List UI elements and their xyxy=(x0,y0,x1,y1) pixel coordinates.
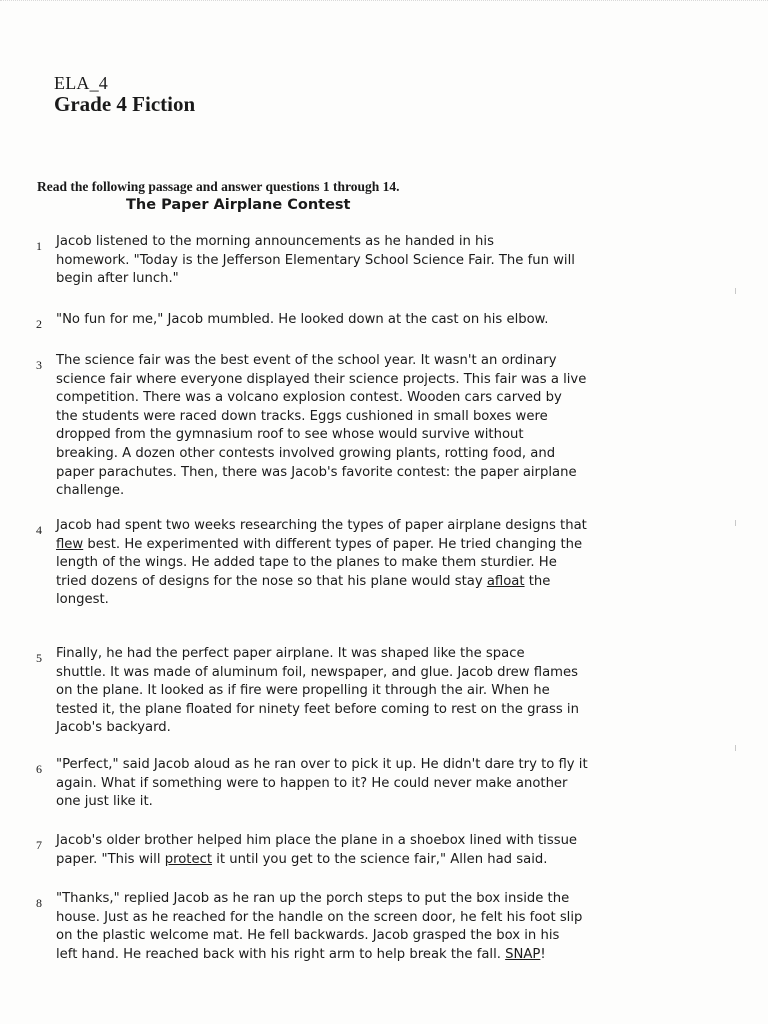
paragraph-number: 4 xyxy=(36,523,42,537)
paragraph-2 xyxy=(36,311,576,331)
paragraph-line: again. What if something were to happen to it? He could never make another xyxy=(56,775,568,791)
paragraph-line xyxy=(56,536,583,555)
scan-edge xyxy=(0,0,768,7)
paragraph-line: homework. "Today is the Jefferson Elementary School Science Fair. The fun will xyxy=(56,252,575,268)
paragraph-line: Finally, he had the perfect paper airplane. It was shaped like the space xyxy=(56,646,525,661)
paragraph-line: tested it, the plane floated for ninety feet before coming to rest on the grass in xyxy=(56,701,579,717)
paragraph-line: "Thanks," replied Jacob as he ran up the porch steps to put the box inside the xyxy=(56,891,570,906)
paragraph-4 xyxy=(36,517,587,610)
paragraph-line: Jacob's backyard. xyxy=(56,720,171,736)
scan-mark xyxy=(735,520,736,526)
paragraph-1 xyxy=(36,233,576,289)
paragraph-text: ! xyxy=(540,946,546,962)
paragraph-line xyxy=(56,573,576,592)
underlined-word: protect xyxy=(164,851,212,867)
paragraph-line: "Perfect," said Jacob aloud as he ran over to pick it up. He didn't dare try to fly it xyxy=(56,757,588,772)
paragraph-line: length of the wings. He added tape to the planes to make them sturdier. He xyxy=(56,555,557,571)
paragraph-line: competition. There was a volcano explosion contest. Wooden cars carved by xyxy=(56,390,562,406)
paragraph-number: 1 xyxy=(36,239,42,253)
paragraph-number: 7 xyxy=(36,838,42,852)
paragraph-line: one just like it. xyxy=(56,794,153,810)
paragraph-line: challenge. xyxy=(56,483,125,499)
paragraph-number: 2 xyxy=(36,317,42,331)
paragraph-line: longest. xyxy=(56,592,109,608)
underlined-word: afloat xyxy=(486,573,525,589)
paragraph-line: on the plane. It looked as if fire were propelling it through the air. When he xyxy=(56,683,550,699)
paragraph-line: Jacob had spent two weeks researching the types of paper airplane designs that xyxy=(56,518,587,533)
underlined-word: SNAP xyxy=(505,946,541,962)
paragraph-line: The science fair was the best event of the school year. It wasn't an ordinary xyxy=(56,353,557,368)
paragraph-line: begin after lunch." xyxy=(56,271,179,287)
paragraph-text: tried dozens of designs for the nose so that his plane would stay xyxy=(56,573,487,589)
paragraph-line: "No fun for me," Jacob mumbled. He looked down at the cast on his elbow. xyxy=(56,312,549,327)
paragraph-line: the students were raced down tracks. Eggs cushioned in small boxes were xyxy=(56,408,548,424)
paragraph-line: science fair where everyone displayed their science projects. This fair was a live xyxy=(56,371,587,387)
paragraph-line: paper parachutes. Then, there was Jacob's favorite contest: the paper airplane xyxy=(56,464,577,480)
document-title: Grade 4 Fiction xyxy=(54,92,196,116)
paragraph-8 xyxy=(36,890,583,964)
paragraph-number: 8 xyxy=(36,896,42,910)
paragraph-6 xyxy=(36,756,588,812)
paragraph-line: house. Just as he reached for the handle on the screen door, he felt his foot slip xyxy=(56,909,583,925)
paragraph-line xyxy=(56,851,576,870)
paragraph-3 xyxy=(36,352,587,501)
paragraph-text: best. He experimented with different types of paper. He tried changing the xyxy=(83,536,583,552)
paragraph-line: shuttle. It was made of aluminum foil, newspaper, and glue. Jacob drew flames xyxy=(56,664,578,680)
paragraph-line: Jacob listened to the morning announcements as he handed in his xyxy=(56,234,494,249)
scan-mark xyxy=(735,288,736,294)
paragraph-5 xyxy=(36,645,579,738)
paragraph-line: on the plastic welcome mat. He fell backwards. Jacob grasped the box in his xyxy=(56,928,560,944)
scan-mark xyxy=(735,745,736,751)
paragraph-text: it until you get to the science fair," Allen had said. xyxy=(212,851,548,867)
document-code: ELA_4 xyxy=(54,73,108,93)
paragraph-number: 6 xyxy=(36,762,42,776)
paragraph-line: Jacob's older brother helped him place the plane in a shoebox lined with tissue xyxy=(56,833,578,848)
paragraph-line xyxy=(56,946,576,965)
paragraph-text: the xyxy=(524,573,551,589)
instructions: Read the following passage and answer questions 1 through 14. xyxy=(37,179,400,194)
paragraph-line: breaking. A dozen other contests involved growing plants, rotting food, and xyxy=(56,445,556,461)
paragraph-number: 5 xyxy=(36,651,42,665)
paragraph-7 xyxy=(36,832,578,869)
paragraph-number: 3 xyxy=(36,358,42,372)
paragraph-text: left hand. He reached back with his right arm to help break the fall. xyxy=(56,946,506,962)
underlined-word: flew xyxy=(56,536,84,552)
passage-title: The Paper Airplane Contest xyxy=(126,197,351,213)
paragraph-text: paper. "This will xyxy=(56,851,165,867)
paragraph-line: dropped from the gymnasium roof to see whose would survive without xyxy=(56,427,524,443)
